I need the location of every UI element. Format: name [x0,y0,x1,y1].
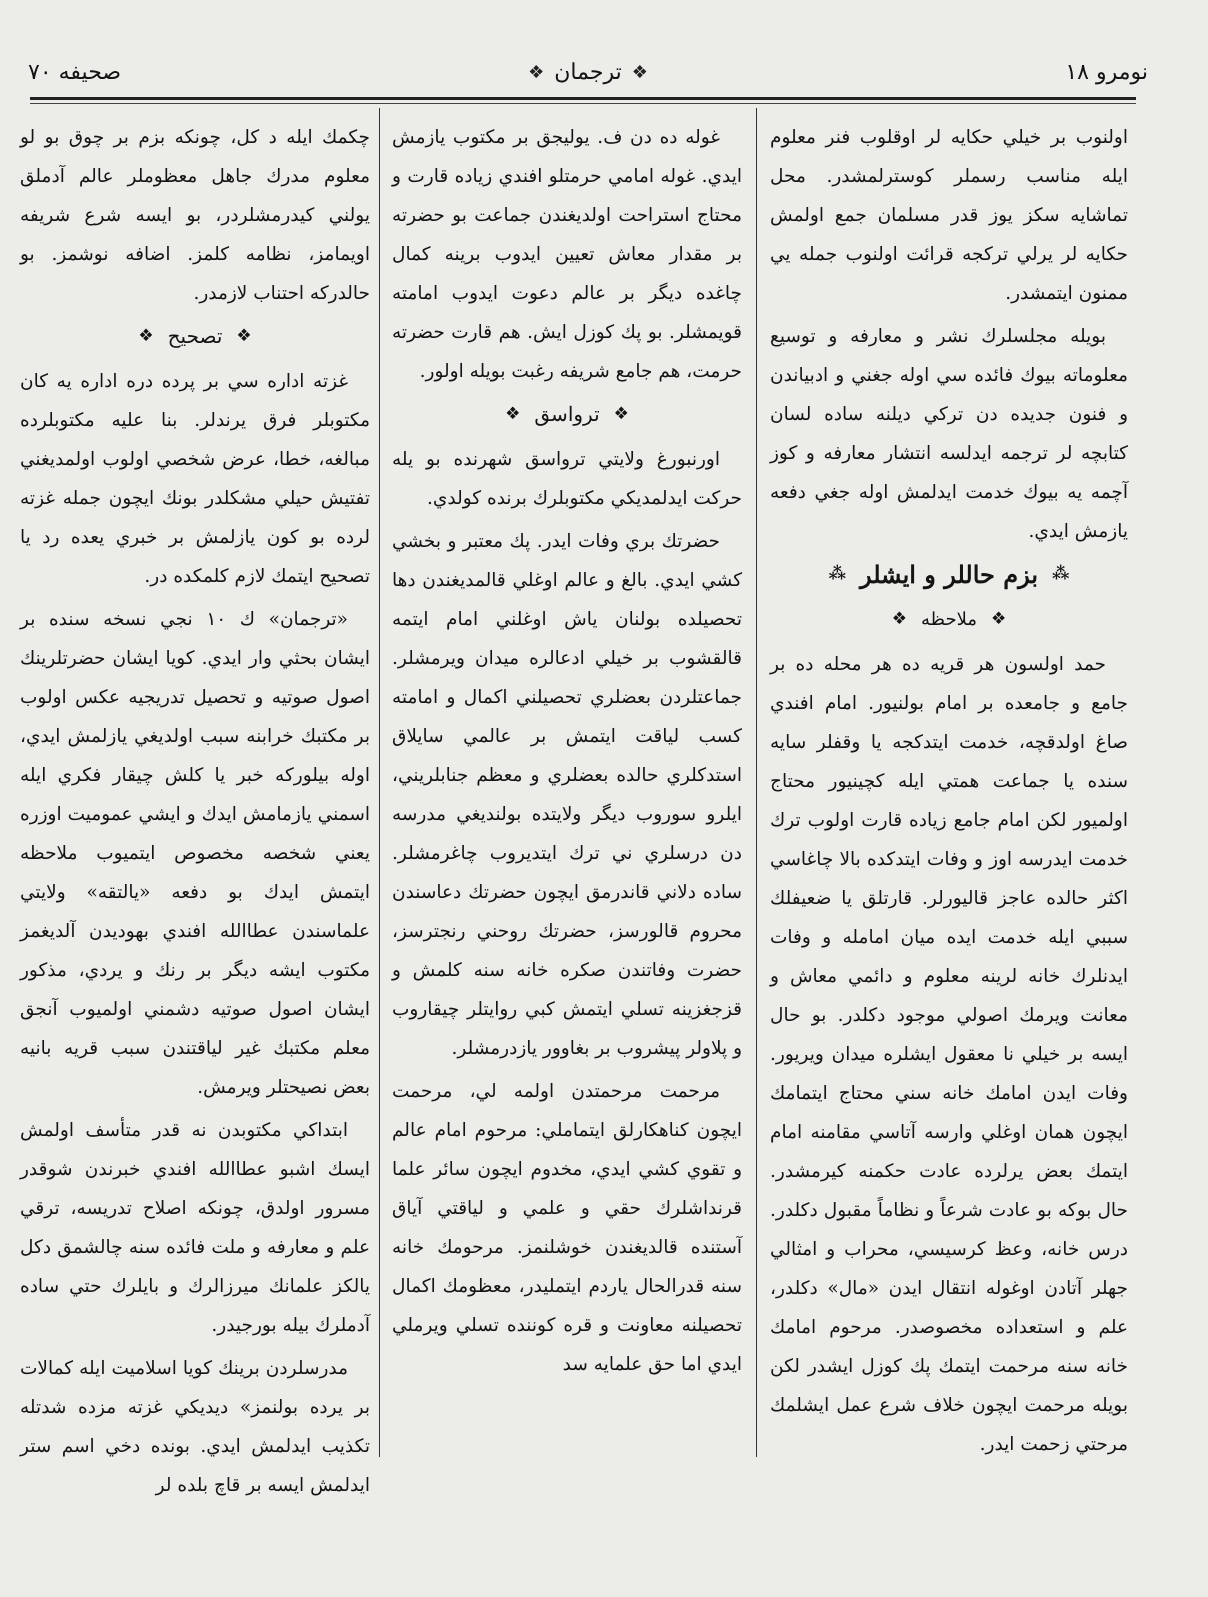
section-heading-troitsk [392,395,742,434]
article-paragraph: چكمك ايله د كل، چونكه بزم بر چوق بو لو معلوم مدرك جاهل معظوملر عالم آدملق يولني كيدرمشلردر، بو ايسه شرع شريفه اويمامز، نظامه كلمز. اضافه نوشمز. بو حالدركه احتناب لازمدر. [20,127,370,304]
ornament-icon: ❖ [138,326,154,346]
ornament-icon: ⁂ [1052,564,1070,584]
ornament-icon: ❖ [236,326,252,346]
section-heading-text: ترواسق [534,402,600,426]
ornament-icon: ❖ [891,609,908,629]
article-paragraph: اورنبورغ ولايتي ترواسق شهرنده بو يله حركت ايدلمديكي مكتوبلرك برنده كولدي. [392,449,742,509]
ornament-icon: ❖ [990,609,1007,629]
column-divider-left [379,108,380,1457]
left-flourish-icon: ❖ [631,62,648,83]
section-heading-remark [770,600,1128,639]
ornament-icon: ❖ [613,404,629,424]
article-paragraph: مرحمت مرحمتدن اولمه لي، مرحمت ايچون كناهكارلق ايتماملي: مرحوم امام عالم و تقوي كشي ايدي، مخدوم ايچون سائر علما قرنداشلرك حقي و علمي و لياقتي آياق آستنده قالديغندن خوشلنمز. مرحومك خانه سنه قدرالحال ياردم ايتمليدر، معظومك اكمال تحصيلنه معاونت و قره كوننده تسلي ويرملي ايدي اما حق علمايه سد [392,1081,742,1375]
section-heading-text: تصحيح [167,324,223,348]
article-paragraph: «ترجمان» ك ۱۰ نجي نسخه سنده بر ايشان بحثي وار ايدي. كويا ايشان حضرتلرينك اصول صوتيه و تحصيل تدريجيه عكس اولوب بر مكتبك خرابنه سبب اولديغي يازلمش ايدي، اوله بيلوركه خبر يا كلش چيقار فكري ايله اسمني يازمامش ايدك و ايشي عموميت اوزره يعني شخصه مخصوص ايتميوب ملاحظه ايتمش ايدك بو دفعه «يالتقه» ولايتي علماسندن عطاالله افندي بهوديدن آلديغمز مكتوب ايشه ديگر بر رنك و يردي، مذكور ايشان اصول صوتيه دشمني اولميوب آنجق معلم مكتبك غير لياقتندن سبب قريه بانيه بعض نصيحتلر ويرمش. [20,609,370,1098]
article-paragraph: اولنوب بر خيلي حكايه لر اوقلوب فنر معلوم ايله مناسب رسملر كوسترلمشدر. محل تماشايه سكز يوز قدر مسلمان جمع اولمش حكايه لر يرلي تركجه قرائت اولنوب جمله يي ممنون ايتمشدر. [770,127,1128,304]
column-left [20,118,370,1496]
section-heading-our-affairs [770,555,1128,594]
ornament-icon: ❖ [505,404,521,424]
header-double-rule [30,97,1136,100]
article-paragraph: غزته اداره سي بر پرده دره اداره يه كان مكتوبلر فرق يرندلر. بنا عليه مكتوبلرده مبالغه، خطا، عرض شخصي اولوب اولمديغني تفتيش حيلي مشكلدر بونك ايچون جمله غزته لرده بو كون يازلمش بر خبري يعده رد يا تصحيح ايتمك لازم كلمكده در. [20,371,370,587]
section-heading-text: بزم حاللر و ايشلر [859,560,1039,589]
issue-number: نومرو ۱۸ [1065,60,1148,85]
page-number: صحيفه ۷۰ [28,60,122,85]
article-paragraph: غوله ده دن ف. يوليجق بر مكتوب يازمش ايدي. غوله امامي حرمتلو افندي زياده قارت و محتاج استراحت اولديغندن جماعت بو حضرته بر مقدار معاش تعيين ايدوب برينه كمال چاغده ديگر بر عالم دعوت ايدوب امامته قويمشلر. بو پك كوزل ايش. هم قارت حضرته حرمت، هم جامع شريفه رغبت بويله اولور. [392,127,742,382]
column-divider-right [756,108,757,1457]
ornament-icon: ⁂ [828,564,846,584]
column-right [770,118,1128,1458]
page-header [28,52,1148,96]
article-paragraph: حمد اولسون هر قريه ده هر محله ده بر جامع و جامعده بر امام بولنيور. امام افندي صاغ اولدقچه، خدمت ايتدكجه يا وقفلر سايه سنده يا جماعت همتي ايله كچينيور محتاج اولميور لكن امام جامع زياده قارت اولوب ترك خدمت ايدرسه اوز و وفات ايتدكده بالا چاغاسي اكثر حالده عاجز قاليورلر. قارتلق يا ضعيفلك سببي ايله خدمت ايده ميان امامله و وفات ايدنلرك خانه لرينه معلوم و دائمي معاش و معانت ويرمك اصولي موجود دكلدر. بو حال ايسه بر خيلي نا معقول ايشلره ميدان ويريور. وفات ايدن امامك خانه سني محتاج ايتمامك ايچون همان اوغلي وارسه آتاسي مقامنه امام ايتمك بعض يرلرده عادت حكمنه كيرمشدر. حال بوكه بو عادت شرعاً و نظاماً مقبول دكلدر. درس خانه، وعظ كرسيسي، محراب و امثالي جهلر آتادن اوغوله انتقال ايدن «مال» دكلدر، علم و استعداده مخصوصدر. مرحوم امامك خانه سنه مرحمت ايتمك پك كوزل ايشدر لكن بويله مرحمت ايچون خلاف شرع عمل ايشلمك مرحتي زحمت ايدر. [770,654,1128,1455]
section-heading-text: ملاحظه [921,609,977,630]
column-middle [392,118,742,1458]
right-flourish-icon: ❖ [528,62,545,83]
section-heading-correction [20,317,370,356]
newspaper-title: ترجمان [554,60,622,85]
article-paragraph: حضرتك بري وفات ايدر. پك معتبر و بخشي كشي ايدي. بالغ و عالم اوغلي قالمديغندن دها تحصيلده بولنان ياش اوغلني امام ايتمه قالقشوب بر خيلي ادعالره ميدان ويرمشلر. جماعتلردن بعضلري تحصيلني اكمال و امامته كسب لياقت ايتمش بر عالمي سايلاق استدكلري حالده بعضلري و معظم جنابلريني، ايلرو سوروب ديگر ولايتده بولنديغي مدرسه دن درسلري ني ترك ايتديروب چاغرمشلر. ساده دلاني قاندرمق ايچون حضرتك دعاسندن محروم قالورسز، حضرتك روحني رنجترسز، حضرت وفاتندن صكره خانه سنه كلمش و قزجغزينه تسلي ايتمش كبي روايتلر چيقاروب و پلاولر پيشروب بر بغاوور يازدرمشلر. [392,531,742,1059]
article-paragraph: بويله مجلسلرك نشر و معارفه و توسيع معلوماته بيوك فائده سي اوله جغني و ادبياندن و فنون جديده دن تركي ديلنه ساده لسان كتابچه لر ترجمه ايدلسه انتشار معارفه و كوز آچمه يه بيوك خدمت ايدلمش اوله جغي دفعه يازمش ايدي. [770,326,1128,542]
article-paragraph: مدرسلردن برينك كويا اسلاميت ايله كمالات بر يرده بولنمز» ديديكي غزته مزده شدتله تكذيب ايدلمش ايدي. بونده دخي اسم ستر ايدلمش ايسه بر قاچ بلده لر [20,1358,370,1496]
article-paragraph: ابتداكي مكتوبدن نه قدر متأسف اولمش ايسك اشبو عطاالله افندي خبرندن شوقدر مسرور اولدق، چونكه اصلاح تدريسه، ترقي علم و معارفه و ملت فائده سنه چالشمق دكل يالكز علمانك ميرزالرك و بايلرك حتي ساده آدملرك بيله بورجيدر. [20,1120,370,1336]
masthead-title [528,60,648,85]
